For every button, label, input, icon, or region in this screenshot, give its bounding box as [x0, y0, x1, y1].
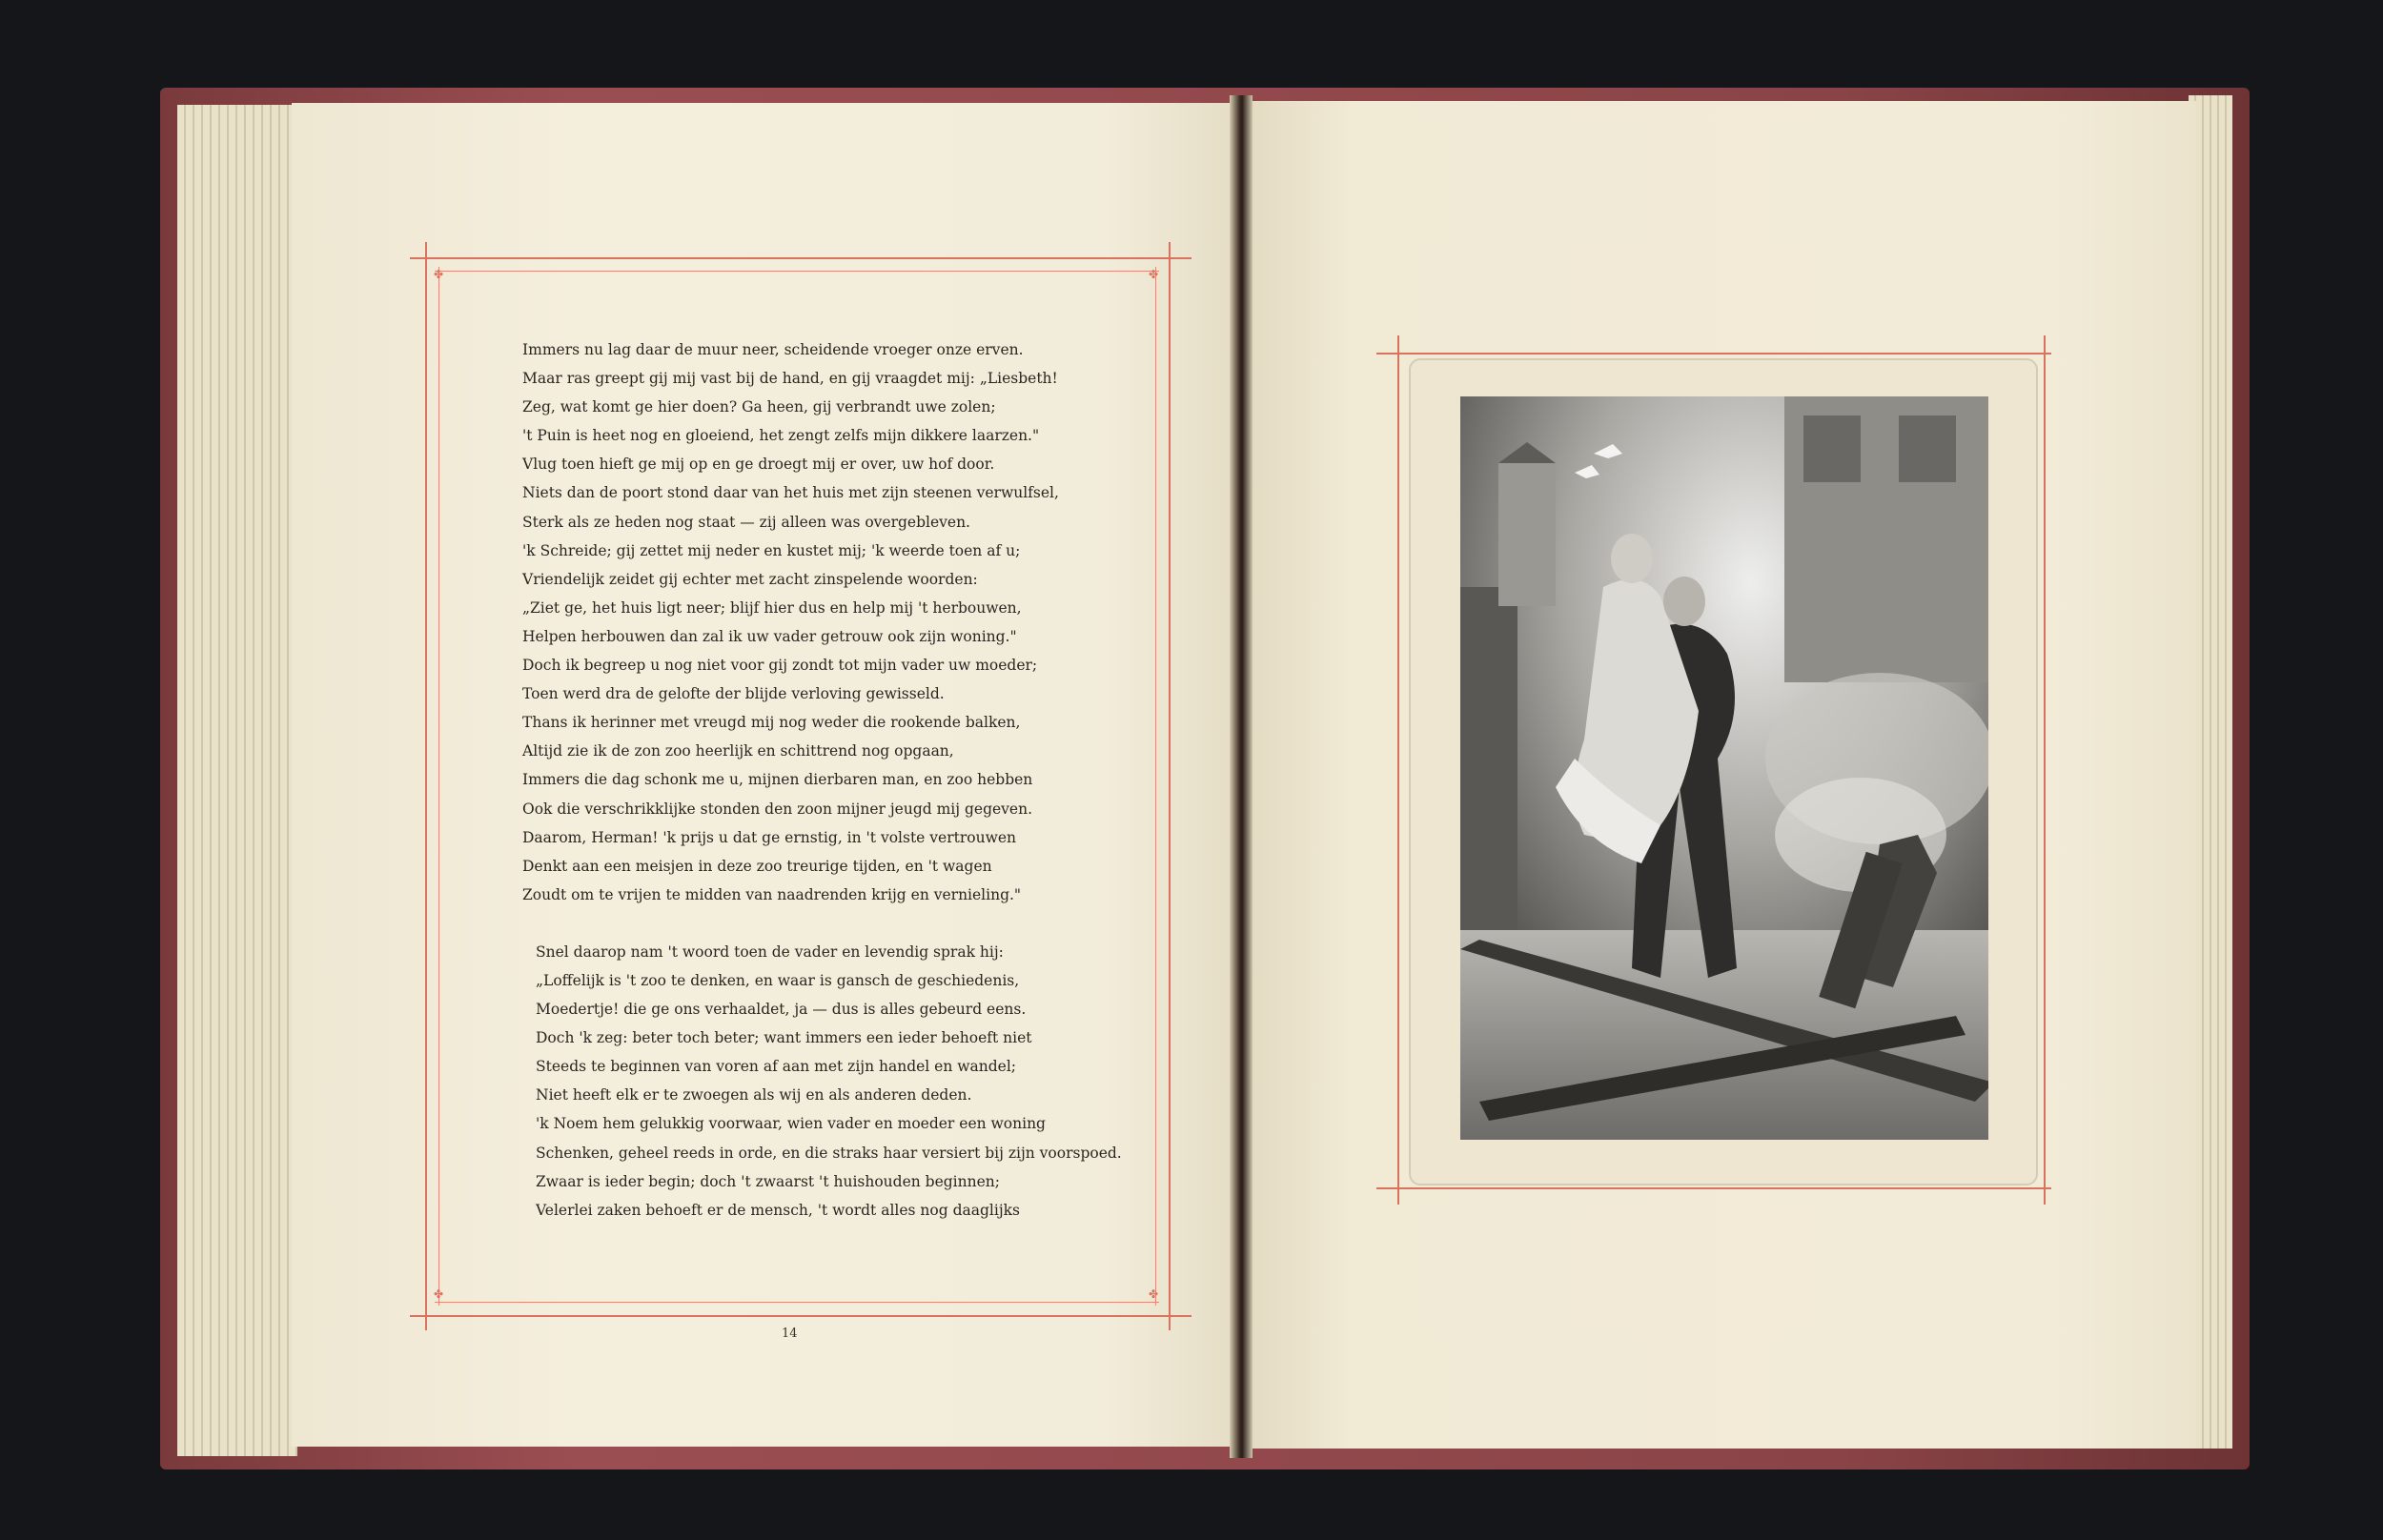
- poem-line: Vriendelijk zeidet gij echter met zacht zinspelende woorden:: [522, 570, 978, 588]
- poem-line: Niet heeft elk er te zwoegen als wij en als anderen deden.: [536, 1086, 972, 1104]
- poem-line: Toen werd dra de gelofte der blijde verloving gewisseld.: [522, 685, 945, 703]
- poem-line: Zeg, wat komt ge hier doen? Ga heen, gij verbrandt uwe zolen;: [522, 398, 996, 416]
- ornament-icon: ✤: [433, 1287, 444, 1301]
- ornament-icon: ✤: [433, 268, 444, 281]
- poem-line: Helpen herbouwen dan zal ik uw vader getrouw ook zijn woning.": [522, 627, 1017, 645]
- poem-line: Vlug toen hieft ge mij op en ge droegt mij er over, uw hof door.: [522, 456, 995, 474]
- poem-line: Denkt aan een meisjen in deze zoo treurige tijden, en 't wagen: [522, 857, 992, 875]
- engraving-image: [1460, 396, 1988, 1140]
- page-edges-left: [177, 105, 297, 1456]
- stanza-2: [522, 938, 1190, 1225]
- poem-line: 'k Noem hem gelukkig voorwaar, wien vader en moeder een woning: [536, 1115, 1046, 1133]
- poem-line: Schenken, geheel reeds in orde, en die straks haar versiert bij zijn voorspoed.: [536, 1144, 1122, 1162]
- poem-line: Steeds te beginnen van voren af aan met zijn handel en wandel;: [536, 1058, 1017, 1076]
- page-number: 14: [782, 1327, 798, 1341]
- poem-line: Immers nu lag daar de muur neer, scheidende vroeger onze erven.: [522, 341, 1024, 358]
- poem-line: 't Puin is heet nog en gloeiend, het zengt zelfs mijn dikkere laarzen.": [522, 427, 1040, 445]
- poem-line: Zwaar is ieder begin; doch 't zwaarst 't huishouden beginnen;: [536, 1172, 1000, 1190]
- poem-line: „Ziet ge, het huis ligt neer; blijf hier dus en help mij 't herbouwen,: [522, 598, 1022, 617]
- poem-line: Zoudt om te vrijen te midden van naadrenden krijg en vernieling.": [522, 885, 1022, 903]
- poem-line: Sterk als ze heden nog staat — zij alleen was overgebleven.: [522, 513, 970, 531]
- poem-line: Maar ras greept gij mij vast bij de hand, en gij vraagdet mij: „Liesbeth!: [522, 370, 1058, 388]
- poem-line: Niets dan de poort stond daar van het huis met zijn steenen verwulfsel,: [522, 484, 1059, 502]
- stanza-1: [522, 335, 1190, 909]
- poem-line: Thans ik herinner met vreugd mij nog weder die rookende balken,: [522, 714, 1021, 732]
- poem-line: Doch ik begreep u nog niet voor gij zondt tot mijn vader uw moeder;: [522, 657, 1038, 675]
- poem-line: Ook die verschrikklijke stonden den zoon mijner jeugd mij gegeven.: [522, 800, 1033, 818]
- poem-line: Velerlei zaken behoeft er de mensch, 't wordt alles nog daaglijks: [536, 1201, 1020, 1219]
- poem-line: Immers die dag schonk me u, mijnen dierbaren man, en zoo hebben: [522, 771, 1033, 789]
- poem-text: [522, 335, 1190, 1225]
- poem-line: Doch 'k zeg: beter toch beter; want immers een ieder behoeft niet: [536, 1029, 1032, 1047]
- book-gutter: [1230, 95, 1253, 1458]
- poem-line: „Loffelijk is 't zoo te denken, en waar is gansch de geschiedenis,: [536, 971, 1020, 989]
- poem-line: Daarom, Herman! 'k prijs u dat ge ernstig, in 't volste vertrouwen: [522, 828, 1016, 846]
- ornament-icon: ✤: [1148, 1287, 1159, 1301]
- ornament-icon: ✤: [1148, 268, 1159, 281]
- poem-line: Snel daarop nam 't woord toen de vader en levendig sprak hij:: [536, 942, 1004, 961]
- illustration: [1460, 396, 1988, 1140]
- poem-line: Altijd zie ik de zon zoo heerlijk en schittrend nog opgaan,: [522, 742, 954, 760]
- poem-line: 'k Schreide; gij zettet mij neder en kustet mij; 'k weerde toen af u;: [522, 541, 1021, 559]
- poem-line: Moedertje! die ge ons verhaaldet, ja — dus is alles gebeurd eens.: [536, 1001, 1027, 1019]
